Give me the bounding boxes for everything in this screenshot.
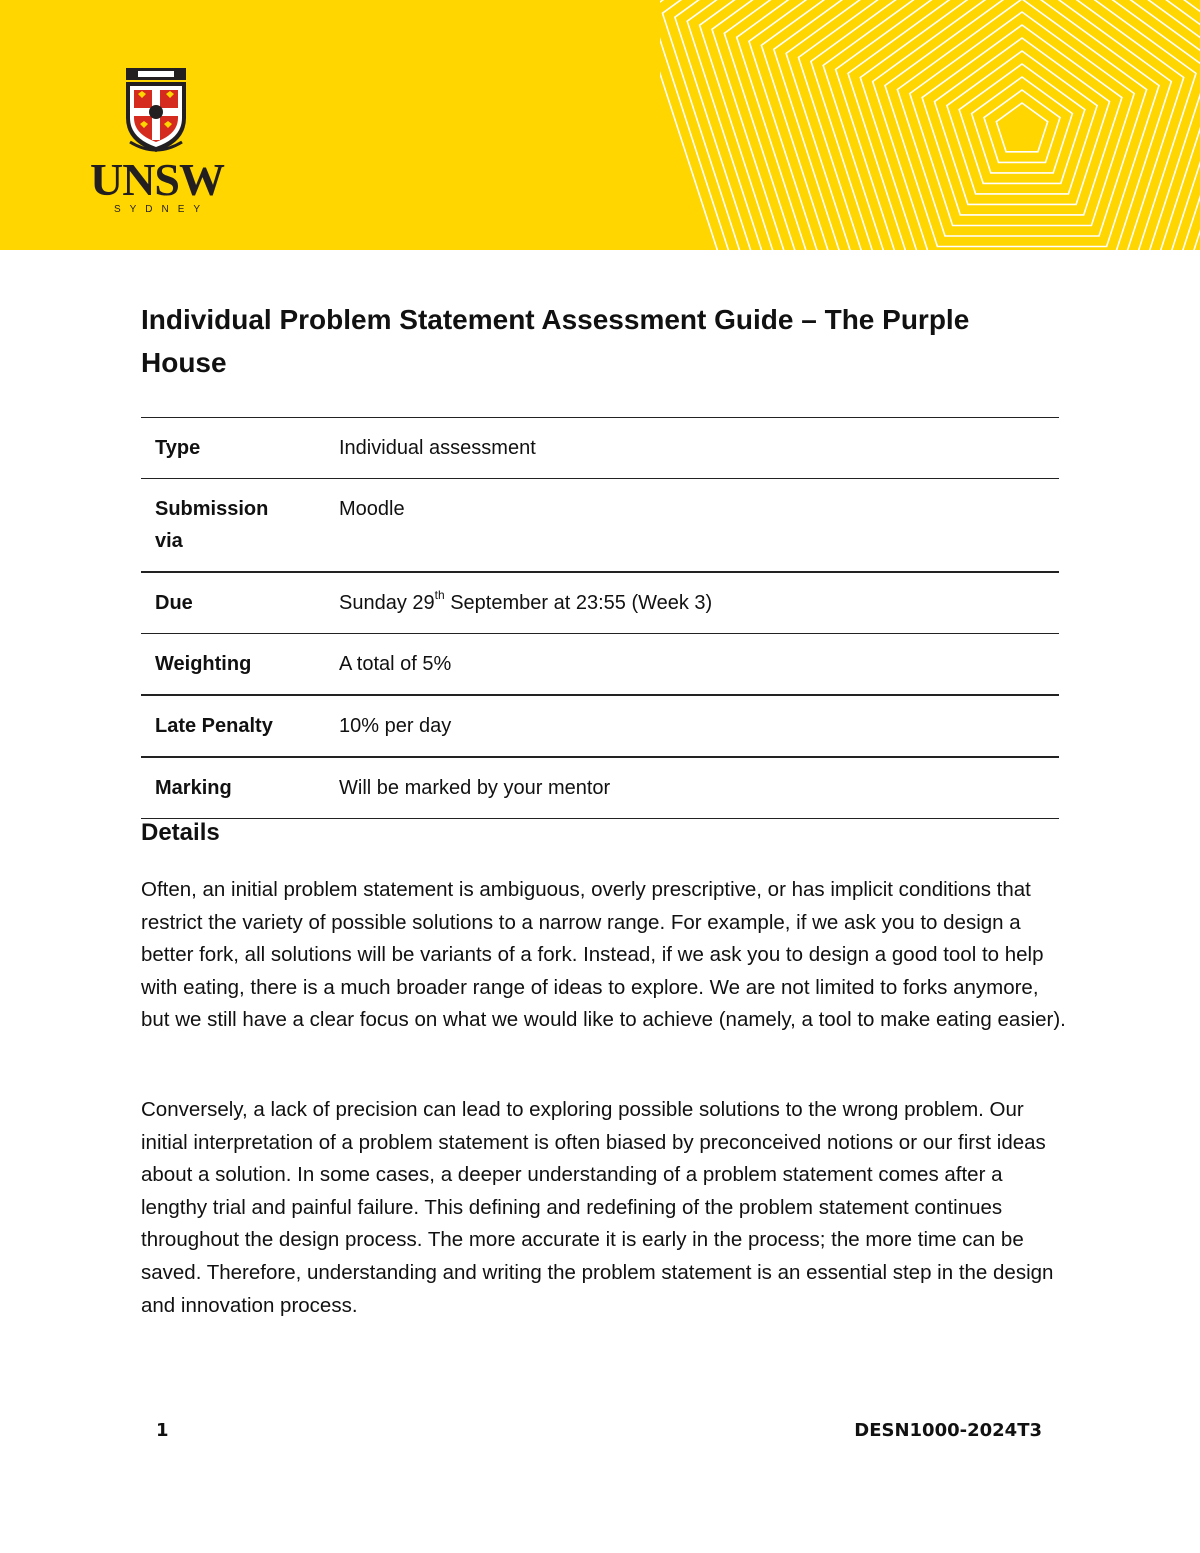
pattern-ring [935, 38, 1110, 204]
details-paragraph-1: Often, an initial problem statement is ambiguous, overly prescriptive, or has implicit conditions that restrict the variety of possible solutions to a narrow range. For example, if we ask you to design a better fork, all solutions will be variants of a fork. Instead, if we ask you to design a good tool to help with eating, there is a much broader range of ideas to explore. We are not limited to forks anymore, but we still have a clear focus on what we would like to achieve (namely, a tool to make eating easier). [141, 878, 1066, 1032]
row-value: 10% per day [339, 715, 452, 737]
table-row [141, 418, 1059, 479]
pattern-ring [959, 64, 1085, 183]
pattern-ring [996, 103, 1047, 152]
row-value [311, 572, 1059, 634]
row-value: Will be marked by your mentor [339, 777, 611, 799]
table-row [141, 757, 1059, 819]
pattern-ring [712, 0, 1200, 250]
header-banner [0, 0, 1200, 250]
assessment-info-table [141, 417, 1059, 819]
details-heading: Details [141, 819, 220, 846]
pattern-ring [660, 0, 1200, 250]
due-date-text: Sunday 29 [339, 592, 435, 614]
row-label: Submission via [155, 498, 269, 552]
geometric-pattern-graphic [660, 0, 1200, 250]
table-row [141, 479, 1059, 573]
unsw-logo [84, 66, 230, 216]
course-code: DESN1000-2024T3 [854, 1420, 1042, 1441]
row-label: Weighting [155, 653, 252, 675]
pattern-ring [885, 0, 1159, 247]
details-paragraph-2: Conversely, a lack of precision can lead to exploring possible solutions to the wrong problem. Our initial interpretation of a problem statement is often biased by preconceived notions or our first ideas about a solution. In some cases, a deeper understanding of a problem statement comes after a lengthy trial and painful failure. This defining and redefining of the problem statement continues throughout the design process. The more accurate it is early in the process; the more time can be saved. Therefore, understanding and writing the problem statement is an essential step in the design and innovation process. [141, 1098, 1054, 1317]
row-label: Type [155, 437, 201, 459]
row-label: Due [155, 592, 193, 614]
pattern-ring [660, 0, 1200, 250]
logo-wordmark: UNSW [89, 154, 225, 205]
row-value: A total of 5% [339, 653, 452, 675]
row-value: Moodle [339, 498, 405, 520]
table-row [141, 634, 1059, 696]
table-row [141, 572, 1059, 634]
logo-subword: SYDNEY [113, 204, 210, 215]
pattern-ring [687, 0, 1200, 250]
ordinal-suffix: th [434, 588, 445, 603]
row-label: Marking [155, 777, 232, 799]
row-label: Late Penalty [155, 715, 273, 737]
page-number: 1 [156, 1420, 169, 1441]
due-time-text: September at 23:55 (Week 3) [444, 592, 713, 614]
table-row [141, 695, 1059, 757]
row-value: Individual assessment [339, 437, 536, 459]
university-crest-icon [124, 68, 188, 154]
document-title: Individual Problem Statement Assessment Guide – The Purple House [141, 304, 970, 378]
